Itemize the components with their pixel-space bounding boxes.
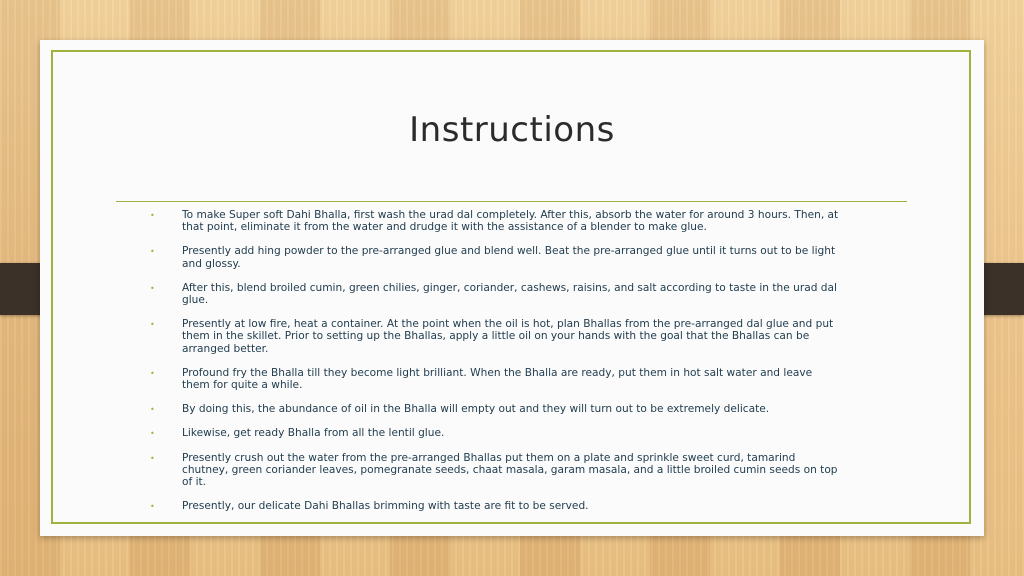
bullet-icon: • (150, 211, 155, 220)
bullet-icon: • (150, 320, 155, 330)
list-item (150, 427, 840, 439)
list-item-text: By doing this, the abundance of oil in the Bhalla will empty out and they will turn out to be extremely delicate. (182, 403, 770, 416)
list-item (150, 245, 840, 269)
bullet-icon: • (150, 405, 155, 415)
list-item-text: To make Super soft Dahi Bhalla, first wash the urad dal completely. After this, absorb the water for around 3 hours. Then, at that point, eliminate it from the water and drudge it with the assistance of a blender to make glue. (182, 209, 839, 234)
bullet-icon: • (150, 368, 155, 378)
slide-card (40, 40, 984, 536)
slide-title: Instructions (409, 110, 615, 150)
list-item (150, 209, 840, 233)
list-item-text: Presently add hing powder to the pre-arranged glue and blend well. Beat the pre-arranged glue until it turns out to be light and glossy. (182, 245, 836, 270)
list-item (150, 452, 840, 489)
list-item-text: Presently crush out the water from the pre-arranged Bhallas put them on a plate and sprinkle sweet curd, tamarind chutney, green coriander leaves, pomegranate seeds, chaat masala, garam masala, and a little broiled cumin seeds on top of it. (182, 451, 838, 489)
list-item-text: Likewise, get ready Bhalla from all the lentil glue. (182, 427, 445, 440)
bullet-icon: • (150, 247, 155, 257)
list-item (150, 500, 840, 512)
list-item (150, 403, 840, 415)
title-divider (116, 201, 907, 202)
list-item (150, 282, 840, 306)
bullet-icon: • (150, 283, 155, 293)
bullet-icon: • (150, 502, 155, 512)
list-item-text: Presently, our delicate Dahi Bhallas brimming with taste are fit to be served. (182, 500, 589, 513)
list-item-text: After this, blend broiled cumin, green chilies, ginger, coriander, cashews, raisins, and salt according to taste in the urad dal glue. (182, 281, 837, 307)
list-item (150, 367, 840, 391)
list-item-text: Presently at low fire, heat a container. At the point when the oil is hot, plan Bhallas from the pre-arranged dal glue and put them in the skillet. Prior to setting up the Bhallas, apply a little oil on your hands with the goal that the Bhallas can be arranged better. (182, 318, 834, 355)
list-item (150, 318, 840, 355)
bullet-icon: • (150, 429, 155, 439)
list-item-text: Profound fry the Bhalla till they become light brilliant. When the Bhalla are ready, put them in hot salt water and leave them for quite a while. (182, 366, 813, 392)
bullet-icon: • (150, 453, 155, 463)
instruction-list (150, 209, 840, 524)
